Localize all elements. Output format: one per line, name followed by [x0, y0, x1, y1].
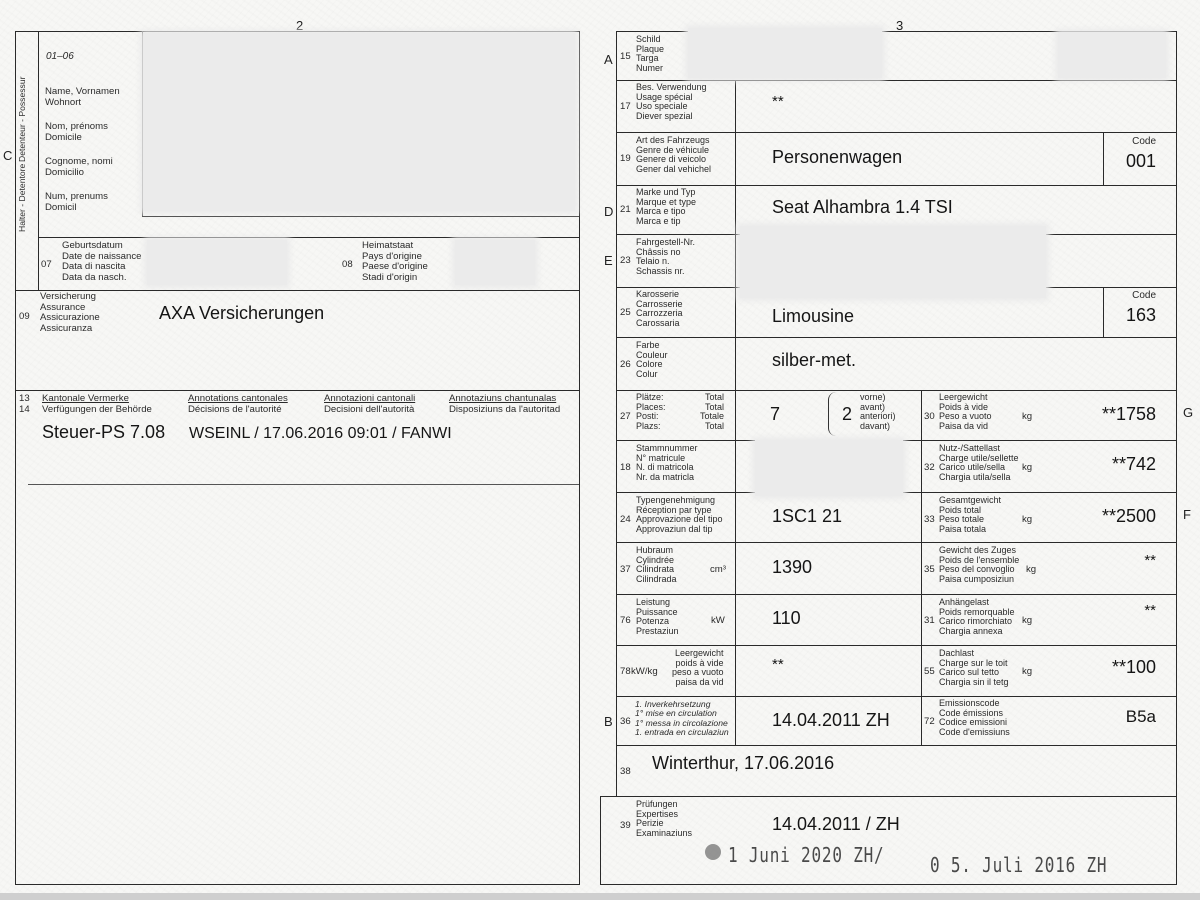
holder-column-divider — [38, 31, 39, 290]
color-value: silber-met. — [772, 350, 857, 370]
vehicle-type-value: Personenwagen — [772, 147, 903, 167]
insurance-row-top — [15, 290, 580, 291]
owner-label-rm: Num, prenums Domicil — [45, 191, 108, 213]
payload-field-number: 32 — [924, 462, 935, 473]
seats-value: 7 — [770, 404, 781, 424]
redacted-owner-name — [143, 33, 575, 211]
inspection-stamp-2020: 1 Juni 2020 ZH/ — [728, 843, 885, 867]
page-number-left: 2 — [296, 18, 304, 33]
right-right-border — [1176, 31, 1177, 884]
cantonal-entry: WSEINL / 17.06.2016 09:01 / FANWI — [189, 425, 452, 442]
roof-load-label: Dachlast Charge sur le toit Carico sul tetto Chargia sin il tetg — [939, 648, 1009, 687]
emission-label: Emissionscode Code émissions Codice emissioni Code d'emissiuns — [939, 698, 1010, 737]
birth-date-label: Geburtsdatum Date de naissance Data di nascita Data da nasch. — [62, 240, 142, 283]
cantonal-sub-fr: Décisions de l'autorité — [188, 404, 282, 415]
insurance-label: Versicherung Assurance Assicurazione Assicuranza — [40, 291, 100, 334]
left-bottom-border — [15, 884, 580, 885]
stamp-mark — [705, 844, 721, 860]
row-sep-14 — [616, 745, 1177, 746]
seats-label: Plätze: Places: Posti: Plazs: — [636, 392, 666, 431]
empty-weight-value: **1758 — [1101, 404, 1156, 424]
plate-field-number: 15 — [620, 51, 631, 62]
trailer-field-number: 31 — [924, 615, 935, 626]
code-divider-vehicle-type — [1103, 132, 1104, 185]
owner-label-fr: Nom, prénoms Domicile — [45, 121, 108, 143]
holder-vertical-label-2: Halter - Detentore — [17, 163, 27, 232]
side-letter-g: G — [1183, 405, 1194, 420]
kwkg-label: Leergewicht poids à vide peso a vuoto paisa da vid — [672, 648, 724, 687]
power-value: 110 — [772, 608, 801, 628]
place-date-field-number: 38 — [620, 766, 631, 777]
total-weight-unit: kg — [1022, 514, 1033, 525]
approval-label: Typengenehmigung Réception par type Approvazione del tipo Approvaziun dal tip — [636, 495, 723, 534]
displacement-value: 1390 — [772, 557, 813, 577]
emission-value: B5a — [1125, 707, 1156, 726]
birth-row-top — [38, 237, 579, 238]
row-sep-1 — [616, 80, 1177, 81]
first-reg-field-number: 36 — [620, 716, 631, 727]
train-weight-label: Gewicht des Zuges Poids de l'ensemble Peso del convoglio Paisa cumposiziun — [939, 545, 1020, 584]
first-reg-value: 14.04.2011 ZH — [772, 710, 890, 730]
cantonal-title-de: Kantonale Vermerke — [42, 393, 129, 404]
birth-field-number: 07 — [41, 259, 52, 270]
kwkg-value: ** — [772, 656, 784, 673]
cantonal-title-fr: Annotations cantonales — [188, 393, 288, 404]
payload-value: **742 — [1111, 454, 1156, 474]
approval-field-number: 24 — [620, 514, 631, 525]
place-date-value: Winterthur, 17.06.2016 — [652, 753, 835, 773]
kwkg-field-number: 78 — [620, 666, 631, 677]
total-weight-label: Gesamtgewicht Poids total Peso totale Paisa totala — [939, 495, 1002, 534]
displacement-unit: cm³ — [710, 564, 726, 575]
owner-bottom-line — [142, 216, 579, 217]
row-sep-3 — [616, 185, 1177, 186]
vehicle-type-label: Art des Fahrzeugs Genre de véhicule Genere di veicolo Gener dal vehichel — [636, 135, 712, 174]
side-letter-e: E — [604, 253, 613, 268]
redacted-birth-date — [147, 240, 287, 285]
cantonal-sub-rm: Disposiziuns da l'autoritad — [449, 404, 561, 415]
type-number-label: Stammnummer N° matricule N. di matricola Nr. da matricla — [636, 443, 698, 482]
train-weight-unit: kg — [1026, 564, 1037, 575]
side-letter-a: A — [604, 52, 613, 67]
seats-front-label: vorne) avant) anteriori) davant) — [860, 392, 896, 431]
emission-field-number: 72 — [924, 716, 935, 727]
make-field-number: 21 — [620, 204, 631, 215]
cantonal-divider — [28, 484, 579, 485]
roof-load-unit: kg — [1022, 666, 1033, 677]
seats-brace — [828, 392, 837, 436]
left-top-border — [15, 31, 580, 32]
special-use-value: ** — [772, 93, 784, 110]
vehicle-type-field-number: 19 — [620, 153, 631, 164]
displacement-field-number: 37 — [620, 564, 631, 575]
origin-label: Heimatstaat Pays d'origine Paese d'origine Stadi d'origin — [362, 240, 428, 283]
page-number-right: 3 — [896, 18, 904, 33]
payload-label: Nutz-/Sattellast Charge utile/sellette Carico utile/sella Chargia utila/sella — [939, 443, 1019, 482]
row-sep-15 — [600, 796, 1177, 797]
type-number-field-number: 18 — [620, 462, 631, 473]
trailer-unit: kg — [1022, 615, 1033, 626]
chassis-label: Fahrgestell-Nr. Châssis no Telaio n. Schassis nr. — [636, 237, 696, 276]
side-letter-f: F — [1183, 507, 1191, 522]
holder-vertical-label-1: Detenteur - Possessur — [17, 76, 27, 162]
left-outer-border — [15, 31, 16, 884]
insurance-field-number: 09 — [19, 311, 30, 322]
power-label: Leistung Puissance Potenza Prestaziun — [636, 597, 679, 636]
seats-field-number: 27 — [620, 411, 631, 422]
empty-weight-unit: kg — [1022, 411, 1033, 422]
right-left-border-lower — [600, 796, 601, 884]
body-value: Limousine — [772, 306, 855, 326]
roof-load-field-number: 55 — [924, 666, 935, 677]
color-field-number: 26 — [620, 359, 631, 370]
right-subtable-divider — [921, 390, 922, 745]
row-sep-6 — [616, 337, 1177, 338]
first-reg-label: 1. Inverkehrsetzung 1° mise en circulation 1° messa in circolazione 1. entrada en circulaziun — [635, 699, 729, 738]
body-field-number: 25 — [620, 307, 631, 318]
right-left-border — [616, 31, 617, 796]
seats-total-label: Total Total Totale Total — [700, 392, 725, 431]
row-sep-10 — [616, 542, 1177, 543]
cantonal-title-rm: Annotaziuns chantunalas — [449, 393, 557, 404]
row-sep-13 — [616, 696, 1177, 697]
redacted-plate-number — [688, 28, 882, 78]
displacement-label: Hubraum Cylindrée Cilindrata Cilindrada — [636, 545, 677, 584]
body-code: 163 — [1125, 305, 1156, 325]
power-unit: kW — [711, 615, 725, 626]
make-label: Marke und Typ Marque et type Marca e tipo Marca e tip — [636, 187, 697, 226]
redacted-plate-canton — [1058, 32, 1166, 78]
owner-code: 01–06 — [46, 51, 74, 62]
insurance-row-bottom — [15, 390, 580, 391]
chassis-field-number: 23 — [620, 255, 631, 266]
vehicle-type-code: 001 — [1125, 151, 1156, 171]
origin-field-number: 08 — [342, 259, 353, 270]
right-bottom-border — [600, 884, 1177, 885]
insurance-value: AXA Versicherungen — [159, 303, 325, 323]
code-divider-body — [1103, 287, 1104, 337]
left-right-border — [579, 31, 580, 884]
body-code-label: Code — [1132, 290, 1156, 301]
cantonal-title-it: Annotazioni cantonali — [324, 393, 416, 404]
inspection-stamp-2016: 0 5. Juli 2016 ZH — [930, 853, 1108, 877]
empty-weight-label: Leergewicht Poids à vide Peso a vuoto Paisa da vid — [939, 392, 992, 431]
row-sep-11 — [616, 594, 1177, 595]
side-letter-b: B — [604, 714, 613, 729]
approval-value: 1SC1 21 — [772, 506, 843, 526]
redacted-origin — [455, 240, 535, 285]
redacted-type-number — [755, 440, 903, 496]
redacted-chassis-number — [740, 226, 1046, 298]
cantonal-sub-it: Decisioni dell'autorità — [324, 404, 415, 415]
train-weight-field-number: 35 — [924, 564, 935, 575]
seats-front-value: 2 — [842, 404, 853, 424]
special-use-field-number: 17 — [620, 101, 631, 112]
empty-weight-field-number: 30 — [924, 411, 935, 422]
make-value: Seat Alhambra 1.4 TSI — [772, 197, 953, 217]
scan-bottom-strip — [0, 893, 1200, 900]
row-sep-7 — [616, 390, 1177, 391]
inspection-label: Prüfungen Expertises Perizie Examinaziuns — [636, 799, 693, 838]
steuer-ps-value: Steuer-PS 7.08 — [42, 422, 166, 442]
trailer-value: ** — [1144, 602, 1156, 619]
body-label: Karosserie Carrosserie Carrozzeria Carossaria — [636, 289, 683, 328]
owner-label-it: Cognome, nomi Domicilio — [45, 156, 113, 178]
train-weight-value: ** — [1144, 552, 1156, 569]
kwkg-prefix: kW/kg — [631, 666, 658, 677]
side-letter-c: C — [3, 148, 13, 163]
roof-load-value: **100 — [1111, 657, 1156, 677]
vehicle-type-code-label: Code — [1132, 136, 1156, 147]
inspection-value: 14.04.2011 / ZH — [772, 814, 900, 834]
total-weight-field-number: 33 — [924, 514, 935, 525]
special-use-label: Bes. Verwendung Usage spécial Uso speciale Diever spezial — [636, 82, 707, 121]
payload-unit: kg — [1022, 462, 1033, 473]
row-sep-12 — [616, 645, 1177, 646]
side-letter-d: D — [604, 204, 614, 219]
total-weight-value: **2500 — [1101, 506, 1156, 526]
cantonal-field-numbers: 13 14 — [19, 393, 30, 415]
row-sep-2 — [616, 132, 1177, 133]
trailer-label: Anhängelast Poids remorquable Carico rimorchiato Chargia annexa — [939, 597, 1015, 636]
power-field-number: 76 — [620, 615, 631, 626]
plate-label: Schild Plaque Targa Numer — [636, 34, 665, 73]
color-label: Farbe Couleur Colore Colur — [636, 340, 668, 379]
cantonal-sub-de: Verfügungen der Behörde — [42, 404, 152, 415]
inspection-field-number: 39 — [620, 820, 631, 831]
owner-label-de: Name, Vornamen Wohnort — [45, 86, 120, 108]
